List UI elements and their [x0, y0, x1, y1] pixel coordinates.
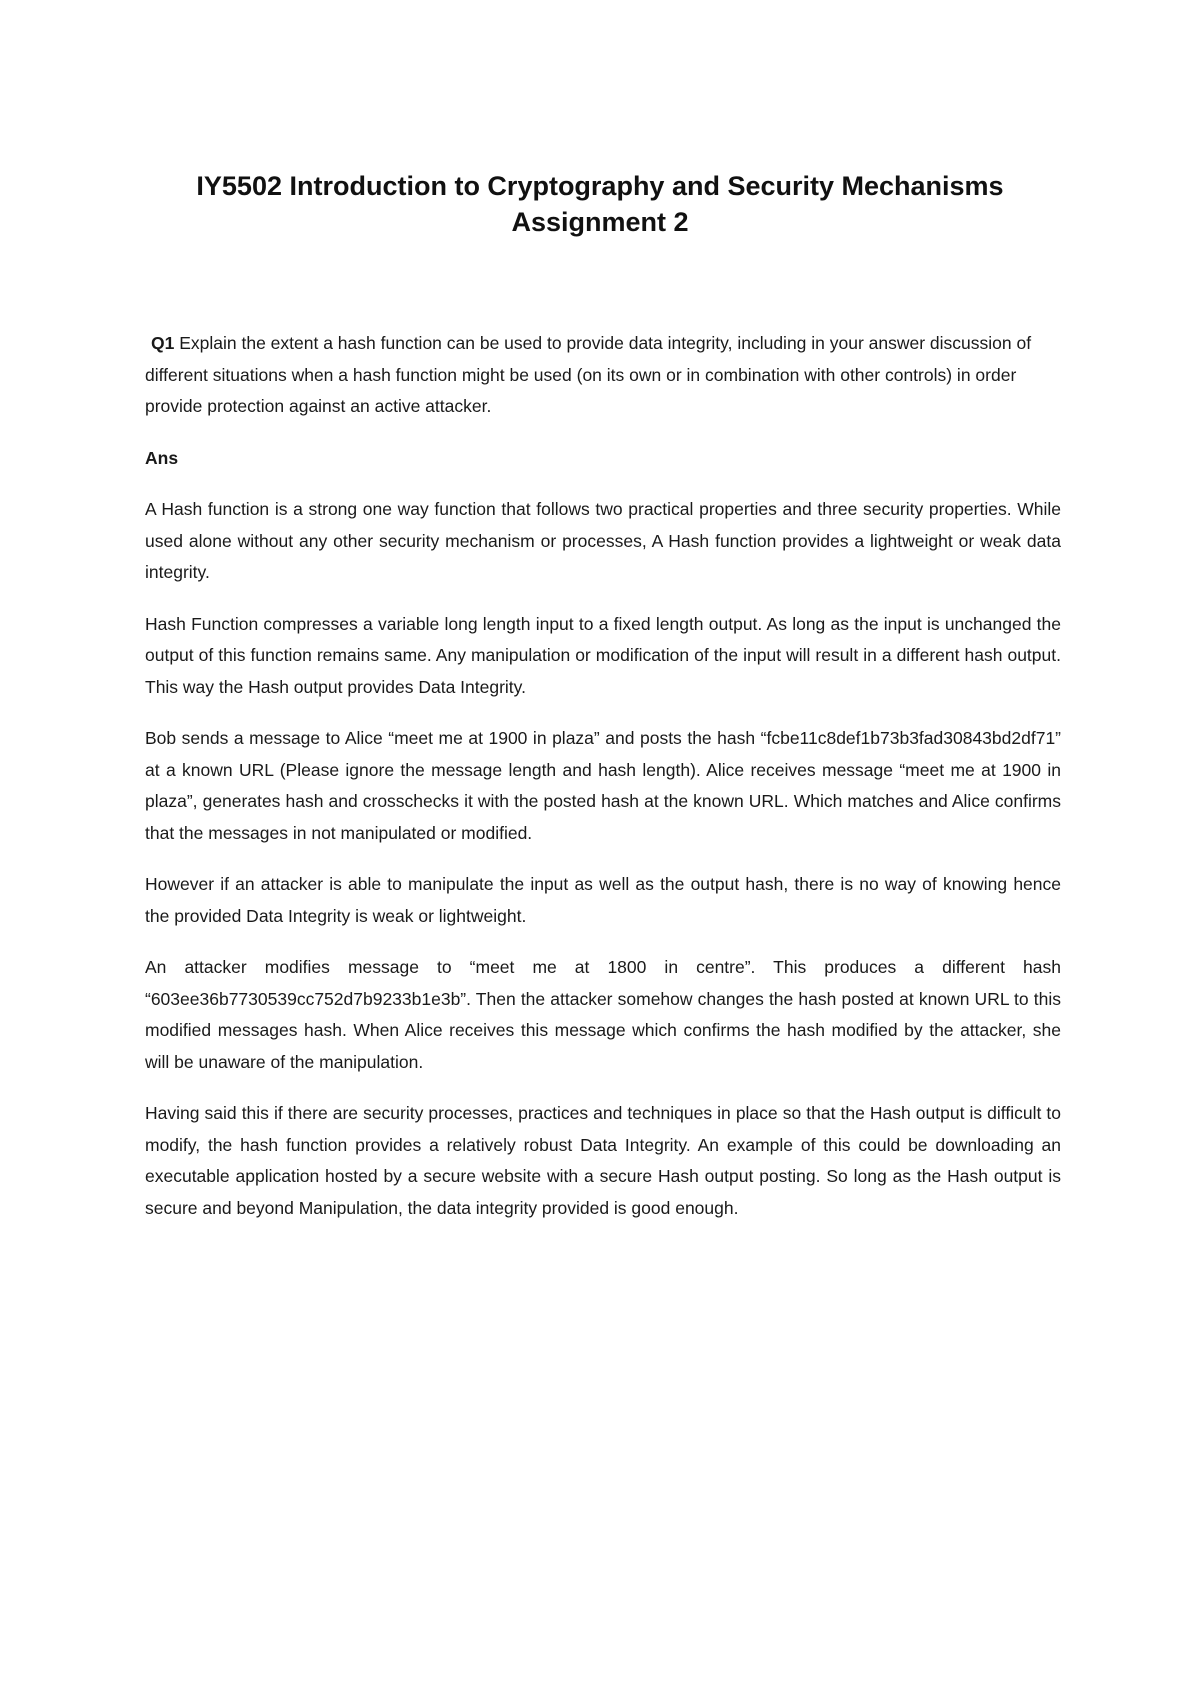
question-label: Q1	[151, 333, 175, 353]
answer-paragraph-5: An attacker modifies message to “meet me at 1800 in centre”. This produces a different hash “603ee36b7730539cc752d7b9233b1e3b”. Then the attacker somehow changes the hash posted at known URL to this modified messages hash. When Alice receives this message which confirms the hash modified by the attacker, she will be unaware of the manipulation.	[145, 957, 1061, 1072]
answer-paragraph-4: However if an attacker is able to manipulate the input as well as the output hash, there is no way of knowing hence the provided Data Integrity is weak or lightweight.	[145, 874, 1061, 926]
answer-paragraph-2: Hash Function compresses a variable long length input to a fixed length output. As long as the input is unchanged the output of this function remains same. Any manipulation or modification of the input will result in a different hash output. This way the Hash output provides Data Integrity.	[145, 613, 1061, 697]
question-text: Explain the extent a hash function can be used to provide data integrity, including in your answer discussion of different situations when a hash function might be used (on its own or in combination with other controls) in order provide protection against an active attacker.	[145, 333, 1032, 416]
answer-paragraph-3: Bob sends a message to Alice “meet me at 1900 in plaza” and posts the hash “fcbe11c8def1b73b3fad30843bd2df71” at a known URL (Please ignore the message length and hash length). Alice receives message “meet me at 1900 in plaza”, generates hash and crosschecks it with the posted hash at the known URL. Which matches and Alice confirms that the messages in not manipulated or modified.	[145, 728, 1061, 843]
answer-label: Ans	[145, 447, 179, 468]
title-line-1: IY5502 Introduction to Cryptography and Security Mechanisms	[196, 171, 1004, 201]
question-paragraph	[145, 328, 1061, 423]
document-body	[145, 328, 1061, 1244]
question-block	[145, 328, 1061, 423]
title-line-2: Assignment 2	[511, 207, 689, 237]
answer-paragraph-1: A Hash function is a strong one way function that follows two practical properties and three security properties. While used alone without any other security mechanism or processes, A Hash function provides a lightweight or weak data integrity.	[145, 499, 1061, 582]
document-title	[0, 168, 1200, 240]
answer-paragraph-6: Having said this if there are security processes, practices and techniques in place so that the Hash output is difficult to modify, the hash function provides a relatively robust Data Integrity. An example of this could be downloading an executable application hosted by a secure website with a secure Hash output posting. So long as the Hash output is secure and beyond Manipulation, the data integrity provided is good enough.	[145, 1103, 1061, 1218]
